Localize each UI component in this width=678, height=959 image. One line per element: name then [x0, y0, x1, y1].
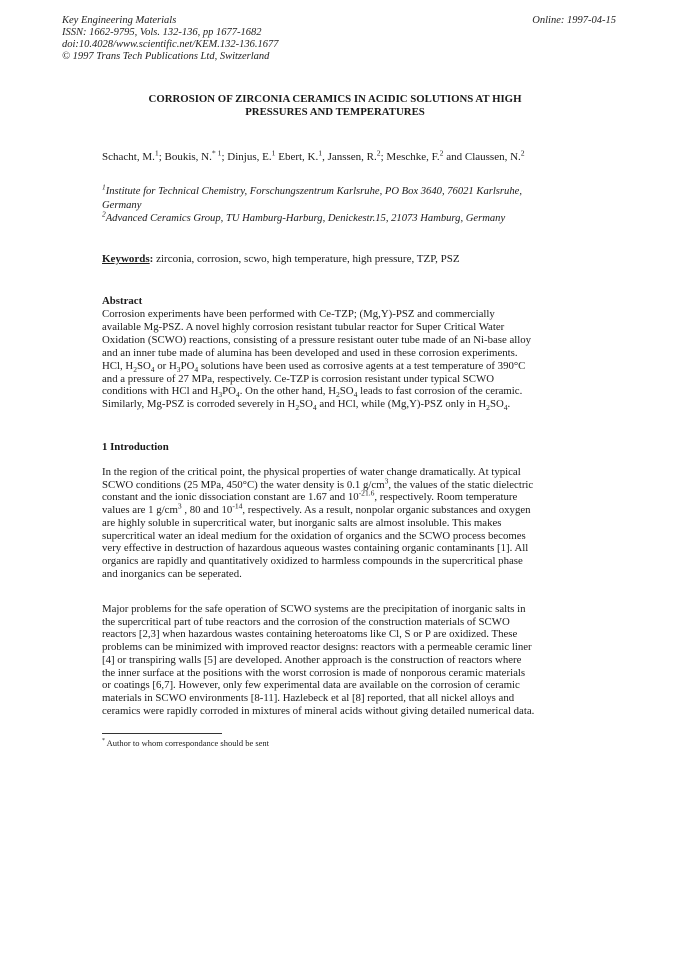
- author-name: , Janssen, R.: [322, 151, 377, 163]
- author-name: and Claussen, N.: [443, 151, 521, 163]
- text-run: constant and the ionic dissociation constant are 1.67 and 10: [102, 491, 359, 504]
- footnote-divider: [102, 733, 222, 734]
- superscript: 3: [177, 501, 182, 511]
- text-run: SCWO conditions (25 MPa, 450°C) the water density is 0.1 g/cm: [102, 478, 385, 491]
- body-line: organics are rapidly and quantitatively oxidized to harmless compounds in the supercritical phase: [102, 554, 523, 567]
- affiliation-number: 1: [102, 182, 106, 192]
- abstract-section: [102, 295, 577, 411]
- abstract-heading: Abstract: [102, 295, 143, 307]
- author-name: ; Boukis, N.: [158, 151, 212, 163]
- body-line: [102, 488, 577, 504]
- body-line: materials in SCWO environments [8-11]. Hazlebeck et al [8] reported, that all nickel alloys and: [102, 691, 515, 704]
- title-line-1: CORROSION OF ZIRCONIA CERAMICS IN ACIDIC SOLUTIONS AT HIGH: [148, 93, 522, 105]
- author-list: [102, 150, 602, 164]
- affiliation-mark: 2: [520, 148, 525, 158]
- abstract-line: and a pressure of 27 MPa, respectively. Ce-TZP is corrosion resistant under typical SCWO: [102, 372, 494, 385]
- affiliation-mark: 2: [439, 148, 444, 158]
- text-run: PO: [222, 385, 236, 398]
- body-line: reactors [2,3] when hazardous wastes containing heteroatoms like Cl, S or P are oxidized. These: [102, 628, 518, 641]
- body-line: supercritical water an ideal medium for the oxidation of organics and the SCWO process becomes: [102, 529, 526, 542]
- text-run: SO: [339, 385, 354, 398]
- abstract-line: [102, 385, 577, 398]
- body-line: ceramics were rapidly corroded in mixtures of mineral acids without giving detailed numerical data.: [102, 704, 535, 717]
- footnote: [102, 738, 269, 748]
- text-run: , respectively. Room temperature: [374, 491, 518, 504]
- affiliation-mark: 1: [154, 148, 159, 158]
- title-line-2: PRESSURES AND TEMPERATURES: [245, 106, 425, 118]
- text-run: SO: [136, 359, 151, 372]
- affiliations: [102, 182, 582, 226]
- affiliation-1: [102, 182, 582, 199]
- superscript: -14: [232, 501, 243, 511]
- journal-header: [62, 15, 279, 63]
- text-run: conditions with HCl and H: [102, 385, 219, 398]
- doi-line: doi:10.4028/www.scientific.net/KEM.132-136.1677: [62, 39, 279, 50]
- issn-line: ISSN: 1662-9795, Vols. 132-136, pp 1677-1682: [62, 27, 262, 38]
- footnote-text: Author to whom correspondance should be sent: [104, 738, 270, 748]
- text-run: , the values of the static dielectric: [388, 478, 534, 491]
- affiliation-2-text: Advanced Ceramics Group, TU Hamburg-Harburg, Denickestr.15, 21073 Hamburg, Germany: [105, 213, 506, 224]
- affiliation-1-text: Institute for Technical Chemistry, Forschungszentrum Karlsruhe, PO Box 3640, 76021 Karlsruhe,: [105, 186, 522, 197]
- journal-name: Key Engineering Materials: [62, 15, 177, 26]
- text-run: .: [507, 398, 511, 411]
- keywords: [102, 252, 582, 266]
- affiliation-2: [102, 209, 582, 226]
- text-run: values are 1 g/cm: [102, 504, 178, 517]
- abstract-line: [102, 398, 577, 411]
- body-line: very effective in destruction of hazardous aqueous wastes containing organic contaminants [1]. All: [102, 542, 529, 555]
- keywords-label: Keywords: [102, 253, 150, 265]
- text-run: , 80 and 10: [181, 504, 233, 517]
- body-line: In the region of the critical point, the physical properties of water change dramatically. At typical: [102, 466, 521, 478]
- subscript: 2: [336, 390, 340, 400]
- body-line: the inner surface at the positions with the worst corrosion is made of nonporous ceramic materials: [102, 666, 526, 679]
- affiliation-number: 2: [102, 209, 106, 219]
- body-line: are highly soluble in supercritical water, but inorganic salts are almost insoluble. This makes: [102, 516, 502, 529]
- subscript: 4: [194, 364, 199, 374]
- superscript: -21.6: [358, 488, 375, 498]
- body-line: [102, 476, 577, 492]
- text-run: solutions have been used as corrosive agents at a test temperature of 390°C: [198, 359, 526, 372]
- text-run: Similarly, Mg-PSZ is corroded severely in H: [102, 398, 296, 411]
- body-line: [102, 501, 577, 517]
- affiliation-1-country: Germany: [102, 199, 142, 211]
- body-line: or coatings [6,7]. However, only few experimental data are available on the corrosion of ceramic: [102, 679, 520, 692]
- abstract-line: [102, 360, 577, 373]
- text-run: SO: [489, 398, 504, 411]
- footnote-mark: *: [102, 738, 105, 745]
- subscript: 2: [486, 403, 490, 413]
- subscript: 3: [176, 364, 181, 374]
- text-run: , respectively. As a result, nonpolar organic substances and oxygen: [242, 504, 531, 517]
- copyright-line: © 1997 Trans Tech Publications Ltd, Switzerland: [62, 51, 270, 62]
- author-name: Ebert, K.: [275, 151, 319, 163]
- subscript: 2: [133, 364, 137, 374]
- subscript: 4: [312, 403, 317, 413]
- text-run: or H: [154, 359, 177, 372]
- author-name: ; Dinjus, E.: [221, 151, 272, 163]
- affiliation-mark: 2: [376, 148, 381, 158]
- abstract-line: and an inner tube made of alumina has been developed and used in these corrosion experiments.: [102, 346, 518, 359]
- body-line: problems can be minimized with improved reactor designs: reactors with a permeable ceramic liner: [102, 641, 532, 654]
- body-line: [4] or transpiring walls [5] are developed. Another approach is the construction of reactors where: [102, 653, 522, 666]
- subscript: 3: [218, 390, 223, 400]
- author-name: Schacht, M.: [102, 151, 155, 163]
- introduction-paragraph-1: [102, 466, 577, 580]
- abstract-line: Oxidation (SCWO) reactions, consisting of a pressure resistant outer tube made of an Ni-base alloy: [102, 333, 532, 346]
- text-run: SO: [299, 398, 313, 411]
- subscript: 4: [353, 390, 358, 400]
- introduction-paragraph-2: [102, 603, 577, 717]
- text-run: PO: [180, 359, 195, 372]
- body-line: the supercritical part of tube reactors and the corrosion of the construction materials of SCWO: [102, 615, 510, 628]
- text-run: and HCl, while (Mg,Y)-PSZ only in H: [316, 398, 487, 411]
- body-line: and inorganics can be seperated.: [102, 567, 242, 580]
- keywords-colon: :: [149, 253, 154, 265]
- introduction-heading: 1 Introduction: [102, 441, 169, 453]
- affiliation-mark: 1: [318, 148, 323, 158]
- author-name: ; Meschke, F.: [380, 151, 440, 163]
- text-run: HCl, H: [102, 359, 134, 372]
- affiliation-mark: * 1: [211, 148, 222, 158]
- subscript: 2: [295, 403, 300, 413]
- superscript: 3: [384, 476, 389, 486]
- online-date: Online: 1997-04-15: [532, 15, 616, 26]
- body-line: Major problems for the safe operation of SCWO systems are the precipitation of inorganic salts in: [102, 603, 526, 615]
- subscript: 4: [235, 390, 240, 400]
- subscript: 4: [503, 403, 508, 413]
- paper-title: [70, 93, 600, 119]
- abstract-line: available Mg-PSZ. A novel highly corrosion resistant tubular reactor for Super Critical Water: [102, 320, 505, 333]
- text-run: . On the other hand, H: [239, 385, 336, 398]
- text-run: leads to fast corrosion of the ceramic.: [357, 385, 523, 398]
- abstract-line: Corrosion experiments have been performed with Ce-TZP; (Mg,Y)-PSZ and commercially: [102, 308, 495, 320]
- affiliation-mark: 1: [271, 148, 276, 158]
- subscript: 4: [150, 364, 155, 374]
- keywords-text: zirconia, corrosion, scwo, high temperature, high pressure, TZP, PSZ: [153, 253, 460, 265]
